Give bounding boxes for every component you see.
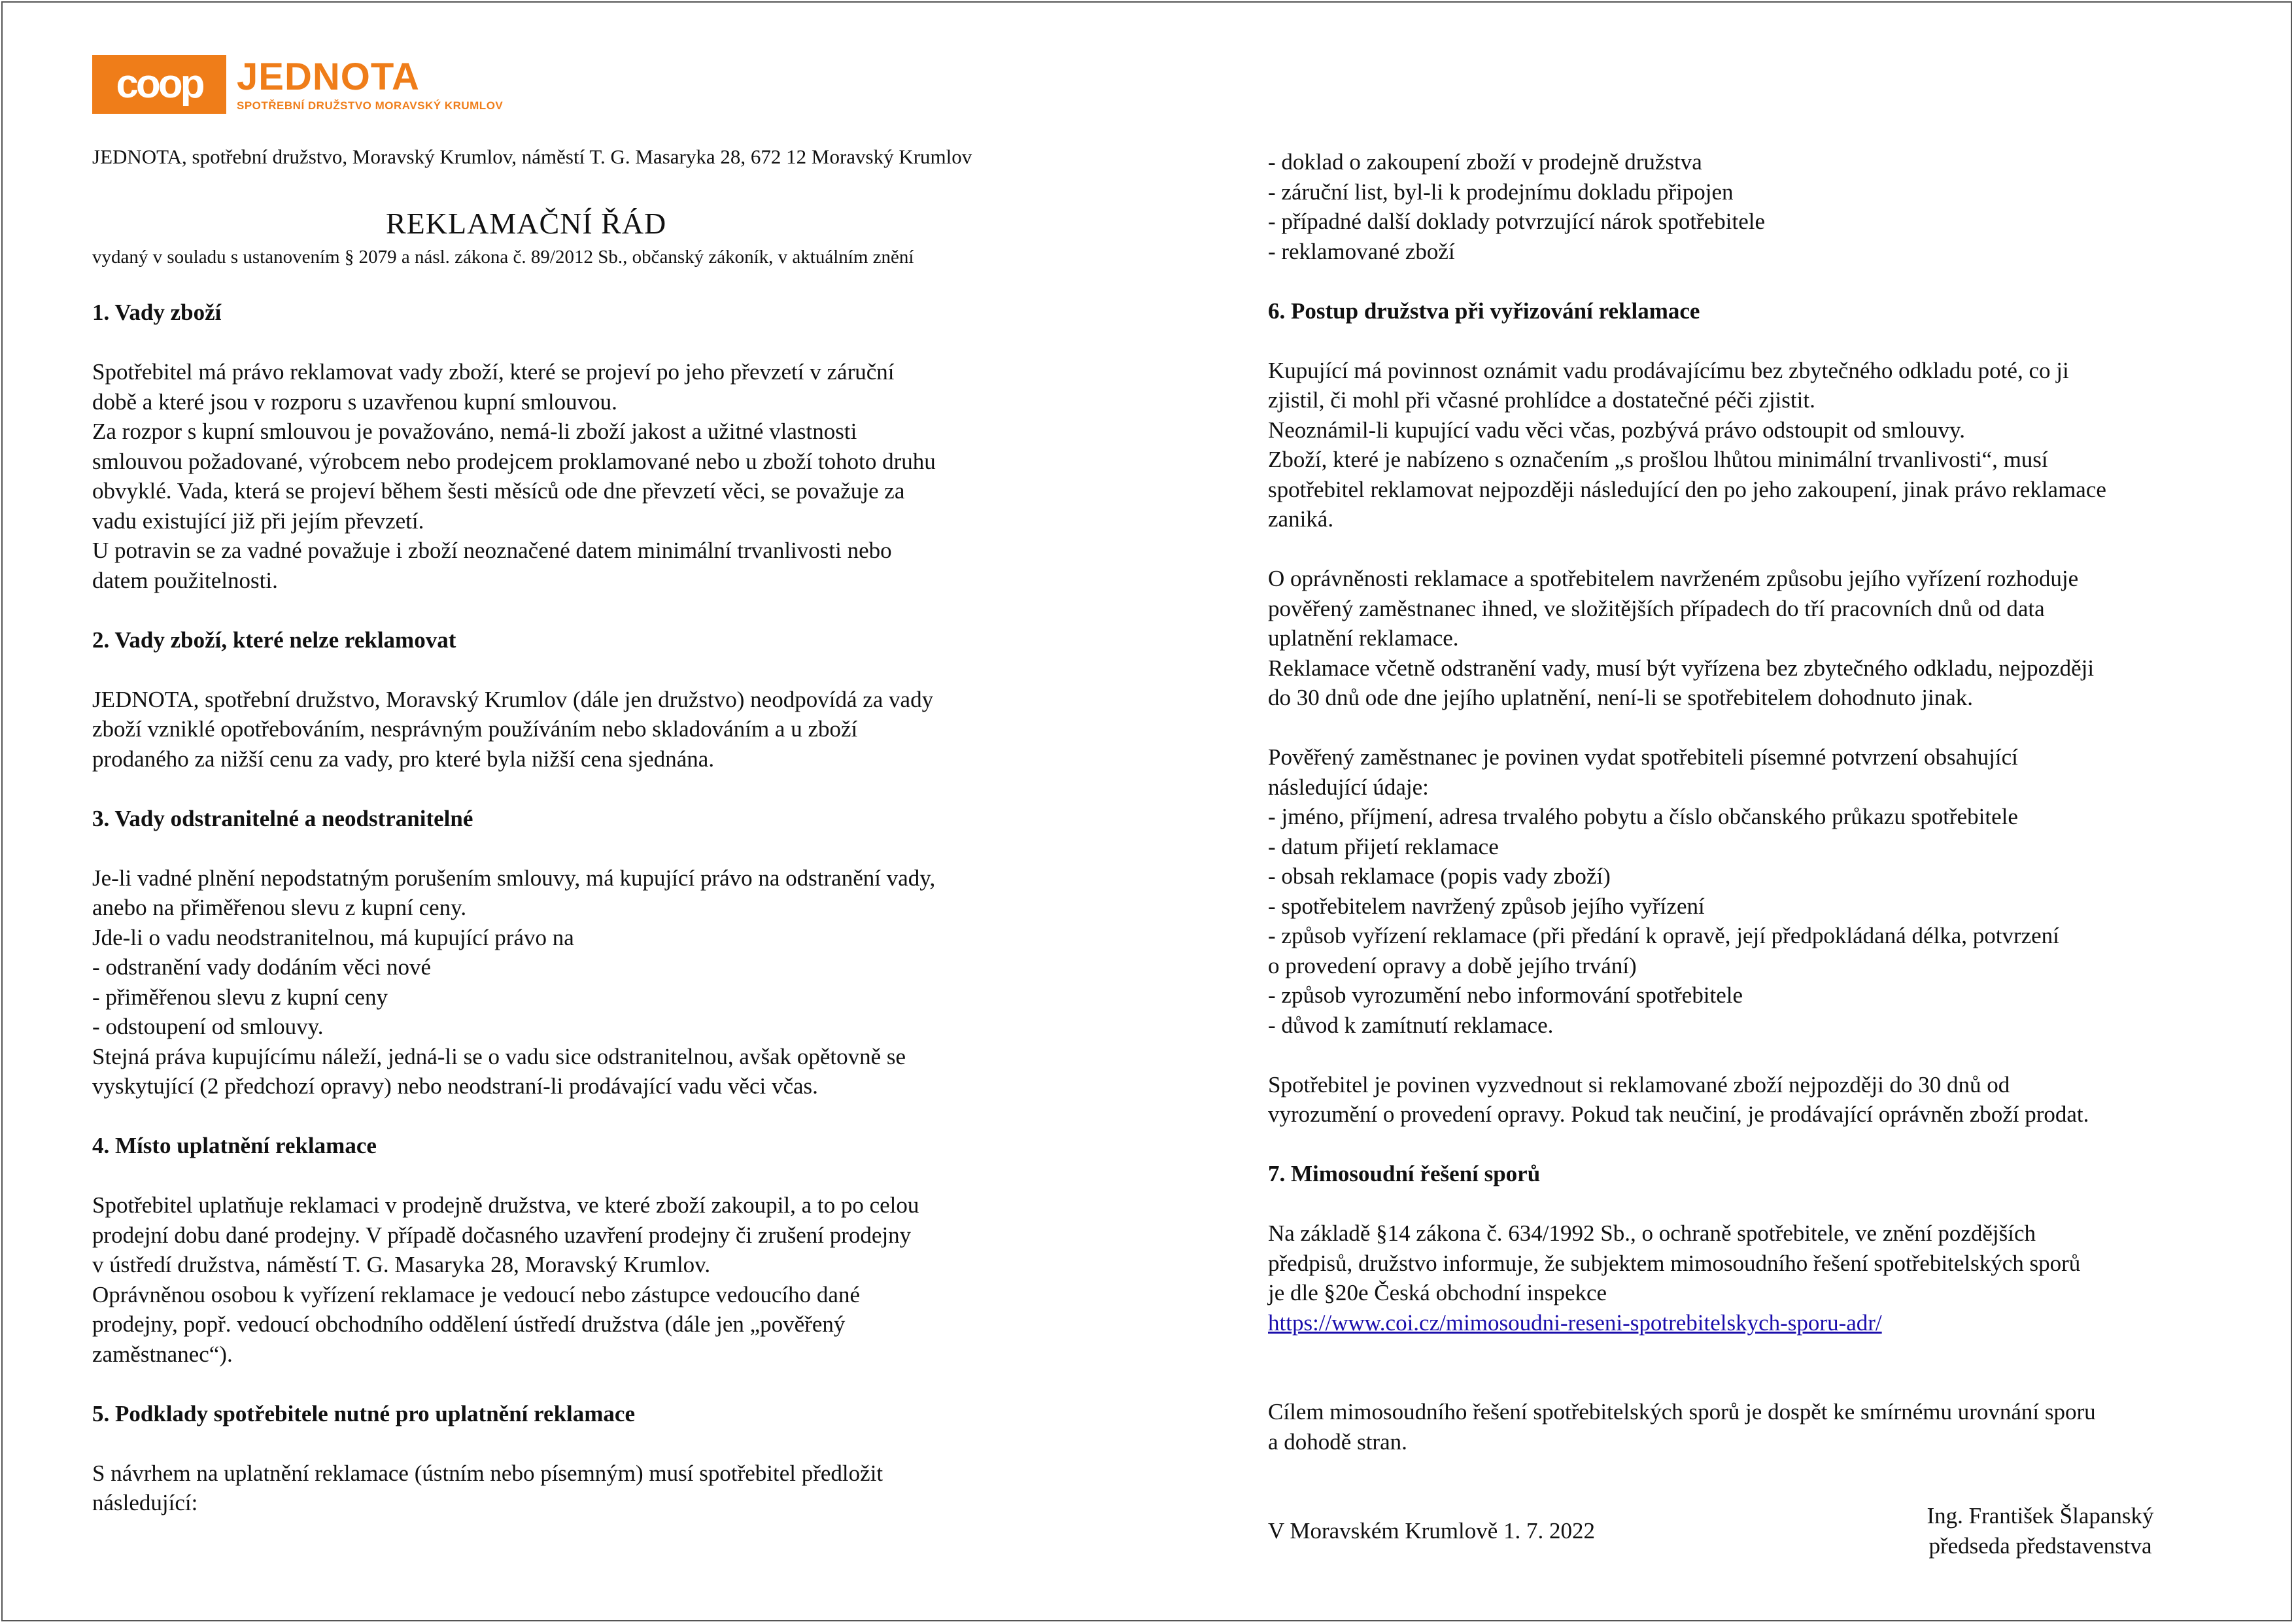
coop-jednota-logo xyxy=(92,55,503,114)
text-line: vadu existující již při jejím převzetí. xyxy=(92,508,424,534)
list-item: - důvod k zamítnutí reklamace. xyxy=(1268,1012,1554,1038)
place-date: V Moravském Krumlově 1. 7. 2022 xyxy=(1268,1518,1595,1544)
coop-logo-mark: coop xyxy=(92,55,226,114)
text-line: Stejná práva kupujícímu náleží, jedná-li se o vadu sice odstranitelnou, avšak opětovně se xyxy=(92,1043,906,1069)
text-line: zaniká. xyxy=(1268,506,1334,532)
text-line: předpisů, družstvo informuje, že subjektem mimosoudního řešení spotřebitelských sporů xyxy=(1268,1250,2081,1276)
list-item: - přiměřenou slevu z kupní ceny xyxy=(92,984,388,1010)
text-line: anebo na přiměřenou slevu z kupní ceny. xyxy=(92,895,467,920)
text-line: U potravin se za vadné považuje i zboží neoznačené datem minimální trvanlivosti nebo xyxy=(92,538,892,563)
section-heading-4: 4. Místo uplatnění reklamace xyxy=(92,1133,377,1158)
text-line: Jde-li o vadu neodstranitelnou, má kupující právo na xyxy=(92,924,574,950)
text-line: Reklamace včetně odstranění vady, musí být vyřízena bez zbytečného odkladu, nejpozději xyxy=(1268,655,2095,681)
text-line: uplatnění reklamace. xyxy=(1268,625,1459,651)
section-heading-7: 7. Mimosoudní řešení sporů xyxy=(1268,1161,1541,1186)
text-line: prodejny, popř. vedoucí obchodního oddělení ústředí družstva (dále jen „pověřený xyxy=(92,1311,846,1337)
text-line: Pověřený zaměstnanec je povinen vydat spotřebiteli písemné potvrzení obsahující xyxy=(1268,744,2018,770)
section-body-5 xyxy=(92,1459,1099,1518)
right-column xyxy=(1268,147,2275,1546)
text-line: Na základě §14 zákona č. 634/1992 Sb., o ochraně spotřebitele, ve znění pozdějších xyxy=(1268,1220,2036,1246)
section-heading-6: 6. Postup družstva při vyřizování reklamace xyxy=(1268,298,1700,324)
text-line: je dle §20e Česká obchodní inspekce xyxy=(1268,1280,1607,1305)
section-body-4 xyxy=(92,1190,1099,1369)
text-line: zaměstnanec“). xyxy=(92,1341,233,1367)
list-item: - obsah reklamace (popis vady zboží) xyxy=(1268,863,1611,889)
text-line: Kupující má povinnost oznámit vadu prodávajícímu bez zbytečného odkladu poté, co ji xyxy=(1268,357,2069,383)
text-line: JEDNOTA, spotřební družstvo, Moravský Krumlov (dále jen družstvo) neodpovídá za vady xyxy=(92,686,934,712)
brand-name: JEDNOTA xyxy=(237,55,420,98)
document-subtitle: vydaný v souladu s ustanovením § 2079 a násl. zákona č. 89/2012 Sb., občanský zákoník, v aktuálním znění xyxy=(92,247,914,268)
text-line: spotřebitel reklamovat nejpozději následující den po jeho zakoupení, jinak právo reklamace xyxy=(1268,476,2106,502)
list-item: o provedení opravy a době jejího trvání) xyxy=(1268,952,1637,978)
text-line: datem použitelnosti. xyxy=(92,567,278,593)
section-body-3 xyxy=(92,863,1099,1101)
section-body-6-para3 xyxy=(1268,742,2275,1040)
section-heading-2: 2. Vady zboží, které nelze reklamovat xyxy=(92,627,456,653)
brand-tagline: SPOTŘEBNÍ DRUŽSTVO MORAVSKÝ KRUMLOV xyxy=(237,99,504,112)
text-line: Spotřebitel má právo reklamovat vady zboží, které se projeví po jeho převzetí v záruční xyxy=(92,359,895,385)
section-body-2 xyxy=(92,685,1099,774)
section-body-1 xyxy=(92,357,1099,595)
list-item: - způsob vyřízení reklamace (při předání k opravě, její předpokládaná délka, potvrzení xyxy=(1268,923,2059,948)
text-line: prodaného za nižší cenu za vady, pro které byla nižší cena sjednána. xyxy=(92,746,715,772)
list-item: - záruční list, byl-li k prodejnímu dokladu připojen xyxy=(1268,179,1734,205)
text-line: zboží vzniklé opotřebováním, nesprávným používáním nebo skladováním a u zboží xyxy=(92,716,858,742)
section-body-7-para2 xyxy=(1268,1397,2275,1457)
text-line: Zboží, které je nabízeno s označením „s prošlou lhůtou minimální trvanlivosti“, musí xyxy=(1268,447,2048,472)
text-line: vyskytující (2 předchozí opravy) nebo neodstraní-li prodávající vadu věci včas. xyxy=(92,1073,818,1099)
text-line: Spotřebitel uplatňuje reklamaci v prodejně družstva, ve které zboží zakoupil, a to po celou xyxy=(92,1192,919,1218)
section-body-6-para1 xyxy=(1268,356,2275,534)
list-item: - způsob vyrozumění nebo informování spotřebitele xyxy=(1268,982,1743,1008)
signer-role: předseda představenstva xyxy=(1928,1532,2152,1559)
list-item: - doklad o zakoupení zboží v prodejně družstva xyxy=(1268,149,1702,175)
list-item: - spotřebitelem navržený způsob jejího vyřízení xyxy=(1268,893,1705,919)
section-body-7-para1 xyxy=(1268,1218,2275,1338)
text-line: Za rozpor s kupní smlouvou je považováno, nemá-li zboží jakost a užitné vlastnosti xyxy=(92,419,857,444)
text-line: následující: xyxy=(92,1490,198,1515)
text-line: do 30 dnů ode dne jejího uplatnění, není-li se spotřebitelem dohodnuto jinak. xyxy=(1268,685,1973,710)
text-line: vyrozumění o provedení opravy. Pokud tak neučiní, je prodávající oprávněn zboží prodat. xyxy=(1268,1101,2089,1127)
brand-text xyxy=(237,55,504,112)
section-heading-3: 3. Vady odstranitelné a neodstranitelné xyxy=(92,805,473,831)
text-line: smlouvou požadované, výrobcem nebo prodejcem proklamované nebo u zboží tohoto druhu xyxy=(92,448,936,474)
document-title: REKLAMAČNÍ ŘÁD xyxy=(386,207,667,240)
text-line: O oprávněnosti reklamace a spotřebitelem navrženém způsobu jejího vyřízení rozhoduje xyxy=(1268,566,2079,591)
list-item: - odstoupení od smlouvy. xyxy=(92,1014,324,1039)
text-line: Spotřebitel je povinen vyzvednout si reklamované zboží nejpozději do 30 dnů od xyxy=(1268,1071,2010,1097)
text-line: zjistil, či mohl při včasné prohlídce a dostatečné péči zjistit. xyxy=(1268,387,1815,413)
text-line: Cílem mimosoudního řešení spotřebitelských sporů je dospět ke smírnému urovnání sporu xyxy=(1268,1399,2096,1425)
text-line: obvyklé. Vada, která se projeví během šesti měsíců ode dne převzetí věci, se považuje za xyxy=(92,478,905,504)
list-item: - datum přijetí reklamace xyxy=(1268,833,1499,859)
coi-adr-link[interactable]: https://www.coi.cz/mimosoudni-reseni-spotrebitelskych-sporu-adr/ xyxy=(1268,1309,1882,1336)
section-heading-5: 5. Podklady spotřebitele nutné pro uplatnění reklamace xyxy=(92,1400,636,1426)
list-item: - reklamované zboží xyxy=(1268,238,1455,264)
text-line: a dohodě stran. xyxy=(1268,1428,1407,1455)
list-item: - jméno, příjmení, adresa trvalého pobytu a číslo občanského průkazu spotřebitele xyxy=(1268,804,2018,829)
text-line: S návrhem na uplatnění reklamace (ústním nebo písemným) musí spotřebitel předložit xyxy=(92,1460,883,1486)
company-address: JEDNOTA, spotřební družstvo, Moravský Krumlov, náměstí T. G. Masaryka 28, 672 12 Moravský Krumlov xyxy=(92,145,972,168)
signer-name: Ing. František Šlapanský xyxy=(1927,1503,2154,1529)
text-line: Je-li vadné plnění nepodstatným porušením smlouvy, má kupující právo na odstranění vady, xyxy=(92,865,936,891)
text-line: době a které jsou v rozporu s uzavřenou kupní smlouvou. xyxy=(92,389,617,415)
text-line: prodejní dobu dané prodejny. V případě dočasného uzavření prodejny či zrušení prodejny xyxy=(92,1222,912,1248)
section-body-6-para2 xyxy=(1268,564,2275,713)
text-line: pověřený zaměstnanec ihned, ve složitějších případech do tří pracovních dnů od data xyxy=(1268,595,2045,621)
section-heading-1: 1. Vady zboží xyxy=(92,300,222,325)
text-line: Neoznámil-li kupující vadu věci včas, pozbývá právo odstoupit od smlouvy. xyxy=(1268,417,1965,443)
section-5-list xyxy=(1268,147,2275,266)
signature-block xyxy=(1864,1501,2217,1561)
left-column xyxy=(92,298,1099,1518)
list-item: - odstranění vady dodáním věci nové xyxy=(92,954,432,980)
section-body-6-para4 xyxy=(1268,1070,2275,1130)
text-line: v ústředí družstva, náměstí T. G. Masaryka 28, Moravský Krumlov. xyxy=(92,1252,711,1277)
text-line: následující údaje: xyxy=(1268,774,1429,800)
list-item: - případné další doklady potvrzující nárok spotřebitele xyxy=(1268,209,1766,234)
text-line: Oprávněnou osobou k vyřízení reklamace je vedoucí nebo zástupce vedoucího dané xyxy=(92,1281,861,1307)
